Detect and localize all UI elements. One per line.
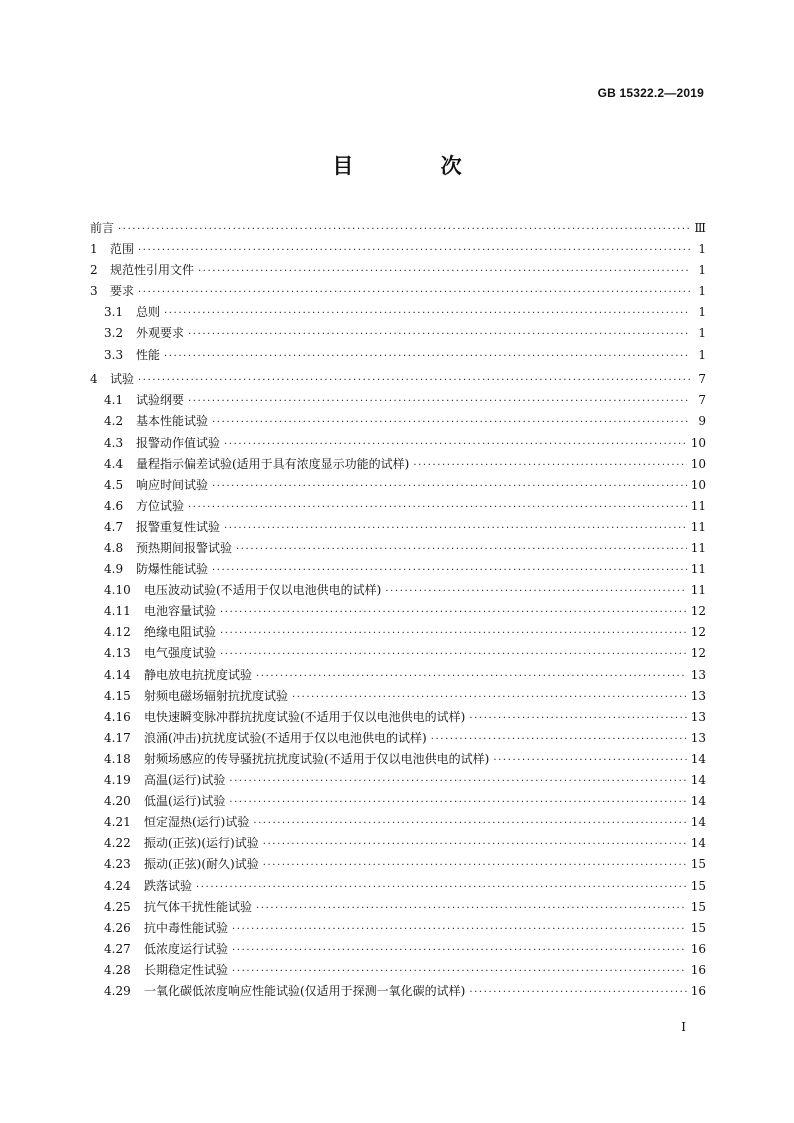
toc-entry[interactable] bbox=[90, 454, 706, 475]
toc-entry-number: 4.29 bbox=[104, 983, 131, 998]
toc-entry[interactable] bbox=[90, 218, 706, 239]
toc-entry[interactable] bbox=[90, 433, 706, 454]
dot-leader bbox=[188, 497, 687, 518]
dot-leader bbox=[229, 771, 686, 792]
toc-entry[interactable] bbox=[90, 601, 706, 622]
toc-entry-number: 4.12 bbox=[104, 625, 131, 640]
toc-entry-number: 4.25 bbox=[104, 899, 131, 914]
toc-entry[interactable] bbox=[90, 622, 706, 643]
dot-leader bbox=[220, 644, 687, 665]
toc-entry[interactable] bbox=[90, 812, 706, 833]
toc-entry-label: 量程指示偏差试验(适用于具有浓度显示功能的试样) bbox=[136, 456, 410, 471]
toc-entry-number: 4 bbox=[90, 372, 98, 387]
toc-entry-page: 10 bbox=[690, 456, 706, 471]
toc-entry-page: 10 bbox=[690, 477, 706, 492]
toc-entry-page: 14 bbox=[690, 773, 706, 788]
toc-entry-number: 4.28 bbox=[104, 962, 131, 977]
toc-entry[interactable] bbox=[90, 239, 706, 260]
toc-entry-number: 3.1 bbox=[104, 305, 124, 320]
toc-entry[interactable] bbox=[90, 411, 706, 432]
toc-entry-page: 16 bbox=[690, 941, 706, 956]
toc-entry-page: 14 bbox=[690, 751, 706, 766]
toc-entry-page: 13 bbox=[690, 709, 706, 724]
toc-entry-number: 4.1 bbox=[104, 393, 124, 408]
dot-leader bbox=[469, 708, 686, 729]
dot-leader bbox=[188, 391, 690, 412]
toc-entry-number: 4.4 bbox=[104, 456, 124, 471]
toc-entry-number: 4.24 bbox=[104, 878, 131, 893]
dot-leader bbox=[263, 834, 687, 855]
toc-entry[interactable] bbox=[90, 302, 706, 323]
toc-entry-page: 7 bbox=[698, 372, 706, 387]
dot-leader bbox=[385, 581, 686, 602]
toc-entry[interactable] bbox=[90, 345, 706, 366]
toc-entry-page: 11 bbox=[690, 562, 706, 577]
toc-entry-label: 低浓度运行试验 bbox=[144, 941, 229, 956]
dot-leader bbox=[138, 370, 690, 391]
toc-entry-label: 跌落试验 bbox=[144, 878, 193, 893]
dot-leader bbox=[256, 898, 687, 919]
toc-entry-label: 方位试验 bbox=[136, 498, 185, 513]
toc-entry-page: 16 bbox=[690, 962, 706, 977]
toc-entry-page: 11 bbox=[690, 498, 706, 513]
toc-entry-label: 预热期间报警试验 bbox=[136, 541, 233, 555]
toc-entry-page: 11 bbox=[690, 541, 706, 555]
toc-entry-number: 4.15 bbox=[104, 688, 131, 703]
toc-entry-number: 4.14 bbox=[104, 667, 131, 682]
toc-entry[interactable] bbox=[90, 981, 706, 1002]
toc-entry-page: 13 bbox=[690, 667, 706, 682]
toc-entry-page: 1 bbox=[698, 242, 706, 257]
toc-entry[interactable] bbox=[90, 791, 706, 812]
toc-entry-number: 4.8 bbox=[104, 541, 124, 555]
toc-entry-label: 性能 bbox=[136, 347, 161, 362]
toc-entry-number: 4.27 bbox=[104, 941, 131, 956]
toc-entry-label: 振动(正弦)(运行)试验 bbox=[144, 836, 259, 851]
toc-entry[interactable] bbox=[90, 538, 706, 559]
toc-entry-page: 16 bbox=[690, 983, 706, 998]
toc-entry-label: 基本性能试验 bbox=[136, 414, 209, 429]
toc-entry-number: 4.7 bbox=[104, 519, 124, 534]
dot-leader bbox=[229, 792, 686, 813]
toc-entry-number: 3.3 bbox=[104, 347, 124, 362]
toc-entry[interactable] bbox=[90, 475, 706, 496]
toc-entry-number: 4.9 bbox=[104, 562, 124, 577]
toc-entry-label: 外观要求 bbox=[136, 326, 185, 341]
toc-entry-label: 静电放电抗扰度试验 bbox=[144, 667, 253, 682]
toc-entry[interactable] bbox=[90, 323, 706, 344]
toc-entry-page: 15 bbox=[690, 878, 706, 893]
toc-entry-number: 3 bbox=[90, 284, 98, 299]
toc-entry-label: 规范性引用文件 bbox=[110, 263, 195, 278]
toc-entry-page: 1 bbox=[698, 263, 706, 278]
dot-leader bbox=[256, 666, 687, 687]
dot-leader bbox=[138, 240, 690, 261]
toc-entry-page: Ⅲ bbox=[694, 221, 706, 235]
toc-entry[interactable] bbox=[90, 369, 706, 390]
toc-entry[interactable] bbox=[90, 918, 706, 939]
dot-leader bbox=[220, 602, 687, 623]
toc-entry-label: 抗中毒性能试验 bbox=[144, 920, 229, 935]
toc-entry[interactable] bbox=[90, 749, 706, 770]
toc-entry-page: 15 bbox=[690, 899, 706, 914]
toc-entry-label: 绝缘电阻试验 bbox=[144, 625, 217, 640]
dot-leader bbox=[469, 982, 686, 1003]
toc-entry[interactable] bbox=[90, 833, 706, 854]
dot-leader bbox=[236, 539, 687, 560]
toc-entry-page: 12 bbox=[690, 625, 706, 640]
toc-entry[interactable] bbox=[90, 854, 706, 875]
dot-leader bbox=[253, 813, 686, 834]
dot-leader bbox=[118, 219, 690, 240]
toc-entry-page: 11 bbox=[690, 583, 706, 598]
toc-entry-page: 12 bbox=[690, 604, 706, 619]
toc-entry-number: 4.2 bbox=[104, 414, 124, 429]
dot-leader bbox=[212, 412, 690, 433]
toc-entry-page: 13 bbox=[690, 730, 706, 745]
toc-entry[interactable] bbox=[90, 876, 706, 897]
toc-entry-number: 4.19 bbox=[104, 773, 131, 788]
toc-entry-label: 电压波动试验(不适用于仅以电池供电的试样) bbox=[144, 583, 382, 598]
toc-entry-number: 4.26 bbox=[104, 920, 131, 935]
toc-entry-label: 电快速瞬变脉冲群抗扰度试验(不适用于仅以电池供电的试样) bbox=[144, 709, 466, 724]
dot-leader bbox=[232, 961, 687, 982]
dot-leader bbox=[292, 687, 687, 708]
toc-entry[interactable] bbox=[90, 728, 706, 749]
toc-entry-label: 振动(正弦)(耐久)试验 bbox=[144, 857, 259, 872]
toc-entry[interactable] bbox=[90, 665, 706, 686]
dot-leader bbox=[164, 346, 690, 367]
toc-entry-label: 试验 bbox=[110, 372, 135, 387]
toc-entry-label: 低温(运行)试验 bbox=[144, 794, 226, 809]
dot-leader bbox=[493, 750, 686, 771]
dot-leader bbox=[138, 282, 690, 303]
toc-entry-label: 要求 bbox=[110, 284, 135, 299]
toc-entry[interactable] bbox=[90, 770, 706, 791]
toc-entry[interactable] bbox=[90, 897, 706, 918]
toc-entry-label: 总则 bbox=[136, 305, 161, 320]
toc-entry-number: 4.20 bbox=[104, 794, 131, 809]
table-of-contents bbox=[90, 218, 706, 1002]
toc-entry[interactable] bbox=[90, 559, 706, 580]
dot-leader bbox=[224, 434, 687, 455]
dot-leader bbox=[212, 476, 687, 497]
toc-entry[interactable] bbox=[90, 707, 706, 728]
toc-entry-label: 长期稳定性试验 bbox=[144, 962, 229, 977]
toc-entry[interactable] bbox=[90, 281, 706, 302]
toc-entry[interactable] bbox=[90, 960, 706, 981]
page-number: I bbox=[681, 1020, 686, 1034]
toc-entry-page: 15 bbox=[690, 920, 706, 935]
toc-entry-page: 12 bbox=[690, 646, 706, 661]
toc-entry-number: 4.6 bbox=[104, 498, 124, 513]
toc-entry[interactable] bbox=[90, 260, 706, 281]
dot-leader bbox=[232, 940, 687, 961]
toc-entry-label: 电气强度试验 bbox=[144, 646, 217, 661]
toc-entry-number: 2 bbox=[90, 263, 98, 278]
toc-entry-number: 4.5 bbox=[104, 477, 124, 492]
toc-entry-number: 4.18 bbox=[104, 751, 131, 766]
toc-entry-label: 报警动作值试验 bbox=[136, 435, 221, 450]
toc-entry-page: 7 bbox=[698, 393, 706, 408]
toc-entry-page: 11 bbox=[690, 519, 706, 534]
toc-entry-number: 4.16 bbox=[104, 709, 131, 724]
toc-entry-label: 浪涌(冲击)抗扰度试验(不适用于仅以电池供电的试样) bbox=[144, 730, 427, 745]
toc-entry[interactable] bbox=[90, 390, 706, 411]
toc-entry-label: 响应时间试验 bbox=[136, 477, 209, 492]
toc-entry[interactable] bbox=[90, 643, 706, 664]
toc-entry[interactable] bbox=[90, 517, 706, 538]
toc-entry-page: 1 bbox=[698, 326, 706, 341]
toc-entry-number: 4.22 bbox=[104, 836, 131, 851]
dot-leader bbox=[413, 455, 686, 476]
toc-entry-label: 射频电磁场辐射抗扰度试验 bbox=[144, 688, 289, 703]
toc-entry-number: 1 bbox=[90, 242, 98, 257]
toc-entry-number: 4.13 bbox=[104, 646, 131, 661]
toc-entry-label: 射频场感应的传导骚扰抗扰度试验(不适用于仅以电池供电的试样) bbox=[144, 751, 490, 766]
toc-entry-label: 防爆性能试验 bbox=[136, 562, 209, 577]
toc-entry-label: 试验纲要 bbox=[136, 393, 185, 408]
dot-leader bbox=[263, 855, 687, 876]
toc-entry-number: 4.10 bbox=[104, 583, 131, 598]
standard-code: GB 15322.2—2019 bbox=[597, 86, 704, 100]
toc-entry-page: 15 bbox=[690, 857, 706, 872]
toc-entry-number: 4.3 bbox=[104, 435, 124, 450]
toc-entry-label: 前言 bbox=[90, 221, 115, 235]
toc-title: 目 次 bbox=[332, 154, 502, 178]
toc-entry-page: 9 bbox=[698, 414, 706, 429]
toc-entry-label: 电池容量试验 bbox=[144, 604, 217, 619]
toc-entry-number: 4.23 bbox=[104, 857, 131, 872]
toc-entry-label: 恒定湿热(运行)试验 bbox=[144, 815, 250, 830]
toc-entry[interactable] bbox=[90, 496, 706, 517]
toc-entry-label: 抗气体干扰性能试验 bbox=[144, 899, 253, 914]
toc-entry-page: 1 bbox=[698, 347, 706, 362]
toc-entry-page: 10 bbox=[690, 435, 706, 450]
dot-leader bbox=[431, 729, 687, 750]
dot-leader bbox=[188, 324, 690, 345]
toc-entry[interactable] bbox=[90, 686, 706, 707]
toc-entry-page: 1 bbox=[698, 305, 706, 320]
dot-leader bbox=[164, 303, 690, 324]
toc-entry-number: 4.21 bbox=[104, 815, 131, 830]
toc-entry-page: 14 bbox=[690, 815, 706, 830]
toc-entry-label: 范围 bbox=[110, 242, 135, 257]
toc-entry-number: 4.11 bbox=[104, 604, 131, 619]
dot-leader bbox=[224, 518, 687, 539]
toc-entry-page: 14 bbox=[690, 836, 706, 851]
toc-entry-page: 13 bbox=[690, 688, 706, 703]
toc-entry-label: 高温(运行)试验 bbox=[144, 773, 226, 788]
toc-entry-page: 14 bbox=[690, 794, 706, 809]
dot-leader bbox=[232, 919, 687, 940]
toc-entry-number: 3.2 bbox=[104, 326, 124, 341]
toc-entry-label: 报警重复性试验 bbox=[136, 519, 221, 534]
toc-entry[interactable] bbox=[90, 939, 706, 960]
dot-leader bbox=[198, 261, 690, 282]
dot-leader bbox=[196, 877, 687, 898]
toc-entry-page: 1 bbox=[698, 284, 706, 299]
toc-entry-label: 一氧化碳低浓度响应性能试验(仅适用于探测一氧化碳的试样) bbox=[144, 983, 466, 998]
toc-entry-number: 4.17 bbox=[104, 730, 131, 745]
toc-entry[interactable] bbox=[90, 580, 706, 601]
dot-leader bbox=[220, 623, 687, 644]
dot-leader bbox=[212, 560, 687, 581]
